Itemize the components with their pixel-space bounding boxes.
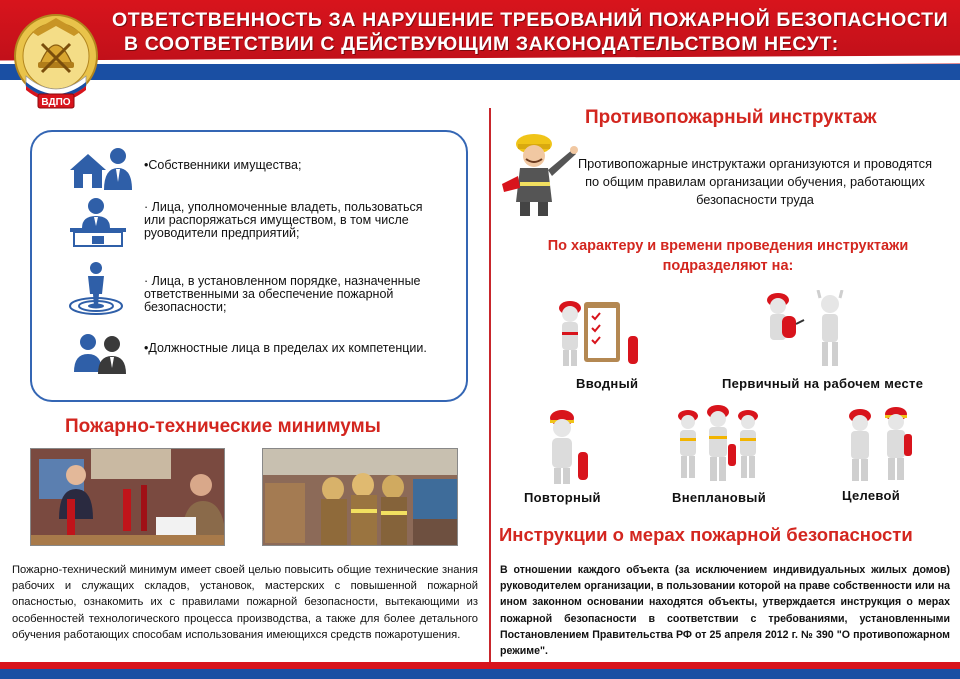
type-label-intro: Вводный xyxy=(576,376,639,391)
briefing-description: Противопожарные инструктажи организуются и проводятся по общим правилам организации обучения, работающих безопасности труда xyxy=(577,156,933,207)
page-title-line-2: В СООТВЕТСТВИИ С ДЕЙСТВУЮЩИМ ЗАКОНОДАТЕЛЬСТВОМ НЕСУТ: xyxy=(124,33,839,55)
unscheduled-briefing-figure-icon xyxy=(672,404,764,486)
footer-blue-band xyxy=(0,669,960,679)
briefing-title: Противопожарный инструктаж xyxy=(585,107,877,128)
responsible-item-text: · Лица, уполномоченные владеть, пользоваться или распоряжаться имуществом, в том числе руоводители предприятий; xyxy=(144,200,423,240)
firefighters-photo xyxy=(262,448,458,546)
classroom-photo-image xyxy=(31,449,225,546)
type-label-targeted: Целевой xyxy=(842,488,901,503)
briefing-subtitle: По характеру и времени проведения инструктажи подразделяют на: xyxy=(547,238,909,274)
emblem-label: ВДПО xyxy=(41,97,71,108)
header-blue-band xyxy=(0,64,960,80)
instructions-paragraph: В отношении каждого объекта (за исключением индивидуальных жилых домов) руководителем организации, в пользовании которой на праве собственности или на ином законном основании находятся объекты, утверждается инструкция о мерах пожарной безопасности в соответствии с требованиями, установленными Постановлением Правительства РФ от 25 апреля 2012 г. № 390 "О противопожарном режиме". xyxy=(500,564,950,658)
primary-briefing-figure-icon xyxy=(758,290,858,368)
type-label-repeat: Повторный xyxy=(524,490,601,505)
responsible-persons-panel xyxy=(30,130,468,402)
minimums-title: Пожарно-технические минимумы xyxy=(65,416,381,437)
type-label-unscheduled: Внеплановый xyxy=(672,490,766,505)
page-title xyxy=(112,8,952,56)
footer-red-band xyxy=(0,662,960,669)
targeted-briefing-figure-icon xyxy=(840,404,920,484)
classroom-photo xyxy=(30,448,225,546)
responsible-item-text: · Лица, в установленном порядке, назначенные ответственными за обеспечение пожарной безопасности; xyxy=(144,274,421,314)
header-banner xyxy=(0,0,960,84)
intro-briefing-figure-icon xyxy=(548,296,648,368)
two-persons-icon xyxy=(66,328,134,384)
house-person-icon xyxy=(66,140,134,196)
repeat-briefing-figure-icon xyxy=(540,408,600,486)
column-divider xyxy=(489,108,491,663)
responsible-item-text: •Должностные лица в пределах их компетенции. xyxy=(144,341,427,355)
vdpo-emblem-icon xyxy=(12,6,100,116)
target-person-icon xyxy=(66,260,134,316)
minimums-paragraph: Пожарно-технический минимум имеет своей целью повысить общие технические знания рабочих и служащих складов, установок, мастерских с повышенной пожарной опасностью, ознакомить их с правилами пожарной безопасности, вытекающими из особенностей технологического процесса производства, а также для более детального обучения работающих способам использования имеющихся средств пожаротушения. xyxy=(12,564,478,641)
page-title-line-1: ОТВЕТСТВЕННОСТЬ ЗА НАРУШЕНИЕ ТРЕБОВАНИЙ ПОЖАРНОЙ БЕЗОПАСНОСТИ xyxy=(112,9,949,31)
desk-person-icon xyxy=(66,194,134,250)
firefighter-cartoon-icon xyxy=(498,128,582,218)
responsible-item-text: •Собственники имущества; xyxy=(144,158,302,172)
instructions-title: Инструкции о мерах пожарной безопасности xyxy=(499,524,913,545)
type-label-primary: Первичный на рабочем месте xyxy=(722,376,924,391)
firefighters-photo-image xyxy=(263,449,458,546)
